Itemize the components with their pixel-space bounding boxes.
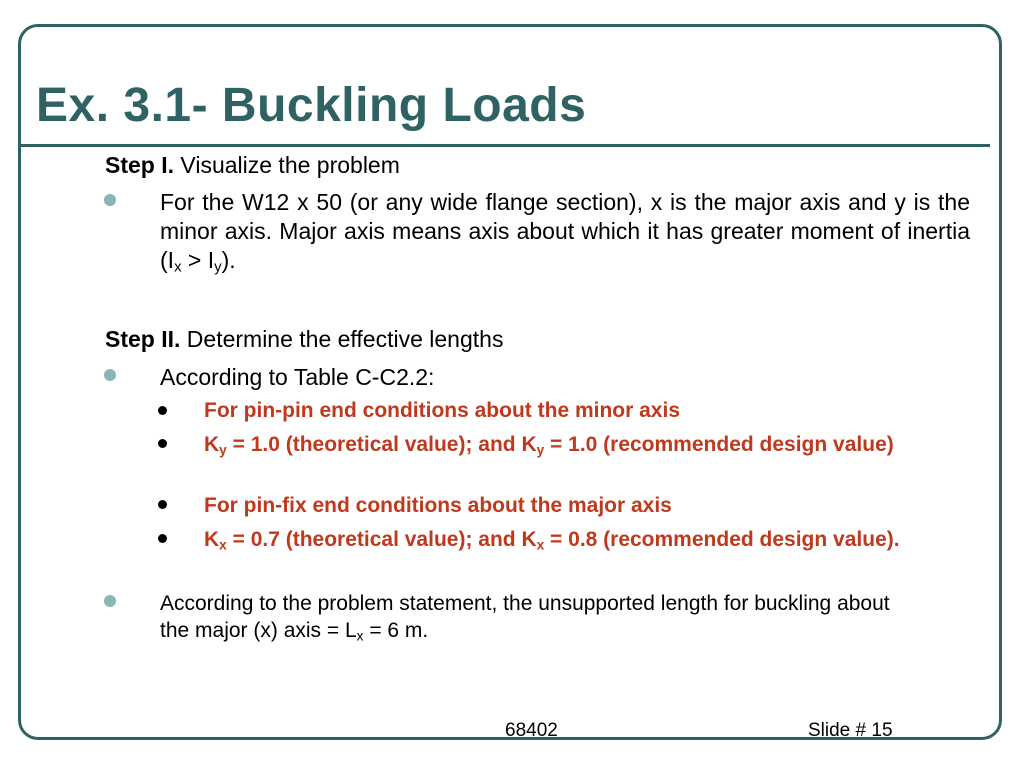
- subscript: x: [219, 537, 227, 553]
- bullet-icon: [104, 194, 116, 206]
- sub-item-kx-values: [204, 527, 974, 558]
- bullet-text: ).: [221, 247, 236, 273]
- sub-item-text: K: [204, 528, 220, 551]
- sub-bullet-icon: [158, 406, 167, 415]
- bullet-text: For the W12 x 50 (or any wide flange section), x is the major axis and y is the minor axis. Major axis means axis about which it has greater moment of inertia (I: [160, 189, 970, 273]
- bullet-text: = 6 m.: [363, 619, 429, 642]
- subscript: y: [536, 442, 545, 458]
- step-two: [105, 326, 503, 353]
- sub-item-text: = 1.0 (recommended design value): [544, 433, 894, 456]
- sub-item-text: = 1.0 (theoretical value); and K: [226, 433, 537, 456]
- bullet-unsupported-length: [160, 590, 920, 649]
- bullet-text: > I: [181, 247, 215, 273]
- title-divider: [18, 144, 990, 147]
- sub-item-text: = 0.7 (theoretical value); and K: [226, 528, 537, 551]
- sub-item-text: = 0.8 (recommended design value).: [544, 528, 900, 551]
- subscript: x: [174, 258, 182, 276]
- sub-item-text: K: [204, 433, 220, 456]
- sub-bullet-icon: [158, 534, 167, 543]
- sub-item-pin-fix: For pin-fix end conditions about the major axis: [204, 494, 672, 517]
- bullet-table-reference: According to Table C-C2.2:: [160, 364, 435, 390]
- step-two-text: Determine the effective lengths: [180, 326, 504, 352]
- slide-title: Ex. 3.1- Buckling Loads: [36, 79, 587, 132]
- bullet-icon: [104, 369, 116, 381]
- bullet-major-minor-axis: [160, 188, 970, 282]
- step-two-label: Step II.: [105, 326, 181, 352]
- step-one-label: Step I.: [105, 152, 175, 178]
- subscript: x: [356, 628, 364, 644]
- subscript: y: [219, 442, 227, 458]
- subscript: x: [536, 537, 545, 553]
- sub-item-ky-values: [204, 432, 974, 463]
- sub-item-pin-pin: For pin-pin end conditions about the minor axis: [204, 399, 680, 422]
- sub-bullet-icon: [158, 500, 167, 509]
- bullet-text: According to the problem statement, the unsupported length for buckling about the major (x) axis = L: [160, 592, 890, 642]
- step-one: [105, 152, 400, 179]
- footer-slide-number: Slide # 15: [808, 720, 893, 741]
- bullet-icon: [104, 595, 116, 607]
- step-one-text: Visualize the problem: [174, 152, 400, 178]
- footer-course-code: 68402: [505, 720, 558, 741]
- subscript: y: [214, 258, 222, 276]
- sub-bullet-icon: [158, 439, 167, 448]
